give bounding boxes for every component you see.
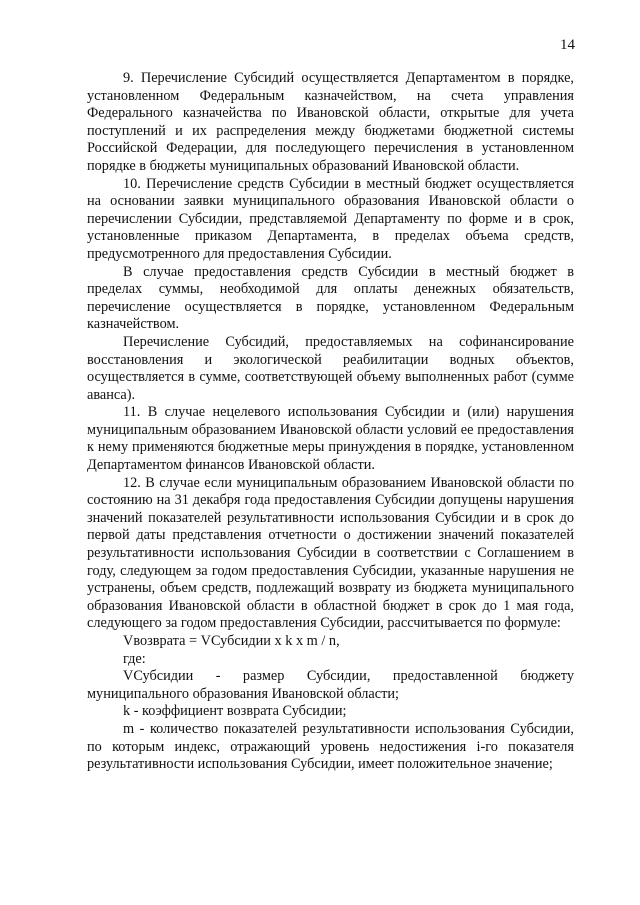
page-number: 14 xyxy=(560,37,575,53)
paragraph-10-transfer-to-local-budget: 10. Перечисление средств Субсидии в местный бюджет осуществляется на основании заявки муниципального образования Ивановской области о перечислении Субсидии, представляемой Департаменту по форме и в срок, установленные приказом Департамента, в пределах объема средств, предусмотренного для предоставления Субсидии. xyxy=(87,175,574,262)
where-label: где: xyxy=(123,650,146,667)
paragraph-11-misuse-measures: 11. В случае нецелевого использования Субсидии и (или) нарушения муниципальным образованием Ивановской области условий ее предоставления к нему применяются бюджетные меры принуждения в порядке, установленном Департаментом финансов Ивановской области. xyxy=(87,404,574,474)
paragraph-transfer-within-limits: В случае предоставления средств Субсидии в местный бюджет в пределах суммы, необходимой для оплаты денежных обязательств, перечисление осуществляется в порядке, установленном Федеральным казначейством. xyxy=(87,263,574,333)
paragraph-12-refund-calculation: 12. В случае если муниципальным образованием Ивановской области по состоянию на 31 декабря года предоставления Субсидии допущены нарушения значений показателей результативности использования Субсидии и в срок до первой даты представления отчетности о достижении значений показателей результативности использования Субсидии в соответствии с Соглашением в году, следующем за годом предоставления Субсидии, указанные нарушения не устранены, объем средств, подлежащий возврату из бюджета муниципального образования Ивановской области в областной бюджет в срок до 1 мая года, следующего за годом предоставления Субсидии, рассчитывается по формуле: xyxy=(87,474,574,632)
document-body xyxy=(87,70,574,774)
definition-v-subsidy: VСубсидии - размер Субсидии, предоставленной бюджету муниципального образования Ивановской области; xyxy=(87,668,574,702)
paragraph-transfer-water-objects: Перечисление Субсидий, предоставляемых на софинансирование восстановления и экологической реабилитации водных объектов, осуществляется в сумме, соответствующей объему выполненных работ (сумме аванса). xyxy=(87,333,574,403)
definition-k: k - коэффициент возврата Субсидии; xyxy=(123,703,347,720)
refund-formula: Vвозврата = VСубсидии x k x m / n, xyxy=(123,633,340,649)
definition-m: m - количество показателей результативности использования Субсидии, по которым индекс, отражающий уровень недостижения i-го показателя результативности использования Субсидии, имеет положительное значение; xyxy=(87,720,574,773)
paragraph-9-transfer-procedure: 9. Перечисление Субсидий осуществляется Департаментом в порядке, установленном Федеральным казначейством, на счета управления Федерального казначейства по Ивановской области, открытые для учета поступлений и их распределения между бюджетами бюджетной системы Российской Федерации, для последующего перечисления в установленном порядке в бюджеты муниципальных образований Ивановской области. xyxy=(87,70,574,174)
